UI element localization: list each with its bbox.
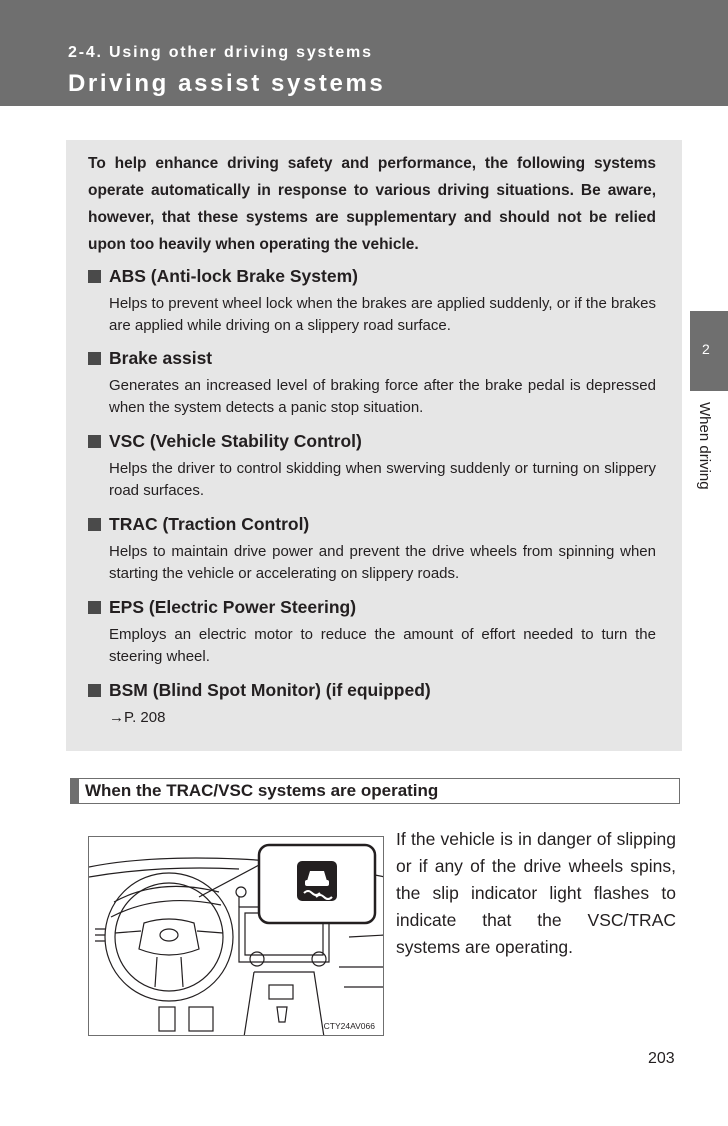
item-title: TRAC (Traction Control): [109, 514, 310, 534]
item-heading: [88, 678, 656, 702]
item-description: Generates an increased level of braking force after the brake pedal is depressed when the system detects a panic stop situation.: [109, 377, 656, 416]
item-title: VSC (Vehicle Stability Control): [109, 431, 362, 451]
heading-bar: [71, 779, 79, 803]
item-title: Brake assist: [109, 348, 213, 368]
item-trac: [88, 512, 656, 585]
page-number: 203: [648, 1050, 675, 1067]
item-brake-assist: [88, 346, 656, 419]
bullet-square-icon: [88, 518, 101, 531]
slip-indicator-icon: [297, 861, 337, 901]
item-heading: [88, 512, 656, 536]
dashboard-illustration: [88, 836, 384, 1036]
bullet-square-icon: [88, 684, 101, 697]
item-bsm: [88, 678, 656, 729]
subsection-title: When the TRAC/VSC systems are operating: [85, 781, 439, 800]
info-box: [66, 140, 682, 751]
item-heading: [88, 264, 656, 288]
item-title: EPS (Electric Power Steering): [109, 597, 357, 617]
chapter-tab: [690, 311, 728, 391]
item-heading: [88, 429, 656, 453]
item-description: Helps to maintain drive power and prevent the drive wheels from spinning when starting the vehicle or accelerating on slippery roads.: [109, 543, 656, 582]
chapter-label: When driving: [696, 402, 713, 490]
item-eps: [88, 595, 656, 668]
item-abs: [88, 264, 656, 337]
item-description: Helps to prevent wheel lock when the brakes are applied suddenly, or if the brakes are applied while driving on a slippery road surface.: [109, 295, 656, 334]
chapter-number: 2: [702, 341, 710, 357]
item-title: BSM (Blind Spot Monitor) (if equipped): [109, 680, 431, 700]
page-header: [0, 0, 728, 106]
subsection-text: If the vehicle is in danger of slipping or if any of the drive wheels spins, the slip indicator light flashes to indicate that the VSC/TRAC systems are operating.: [396, 829, 676, 957]
section-label: 2-4. Using other driving systems: [68, 44, 373, 61]
item-heading: [88, 595, 656, 619]
bullet-square-icon: [88, 352, 101, 365]
item-vsc: [88, 429, 656, 502]
page-title: Driving assist systems: [68, 70, 386, 97]
bullet-square-icon: [88, 270, 101, 283]
page-reference-link[interactable]: →P. 208: [109, 709, 166, 726]
item-description: Employs an electric motor to reduce the amount of effort needed to turn the steering wheel.: [109, 626, 656, 665]
item-heading: [88, 346, 656, 370]
figure-caption: CTY24AV066: [323, 1021, 375, 1031]
subsection-heading: [70, 778, 680, 804]
bullet-square-icon: [88, 601, 101, 614]
bullet-square-icon: [88, 435, 101, 448]
intro-text: To help enhance driving safety and performance, the following systems operate automatically in response to various driving situations. Be aware, however, that these systems are supplementary and should not be relied upon too heavily when operating the vehicle.: [88, 155, 656, 253]
item-title: ABS (Anti-lock Brake System): [109, 266, 358, 286]
dashboard-drawing: [89, 837, 384, 1036]
item-description: Helps the driver to control skidding when swerving suddenly or turning on slippery road surfaces.: [109, 460, 656, 499]
